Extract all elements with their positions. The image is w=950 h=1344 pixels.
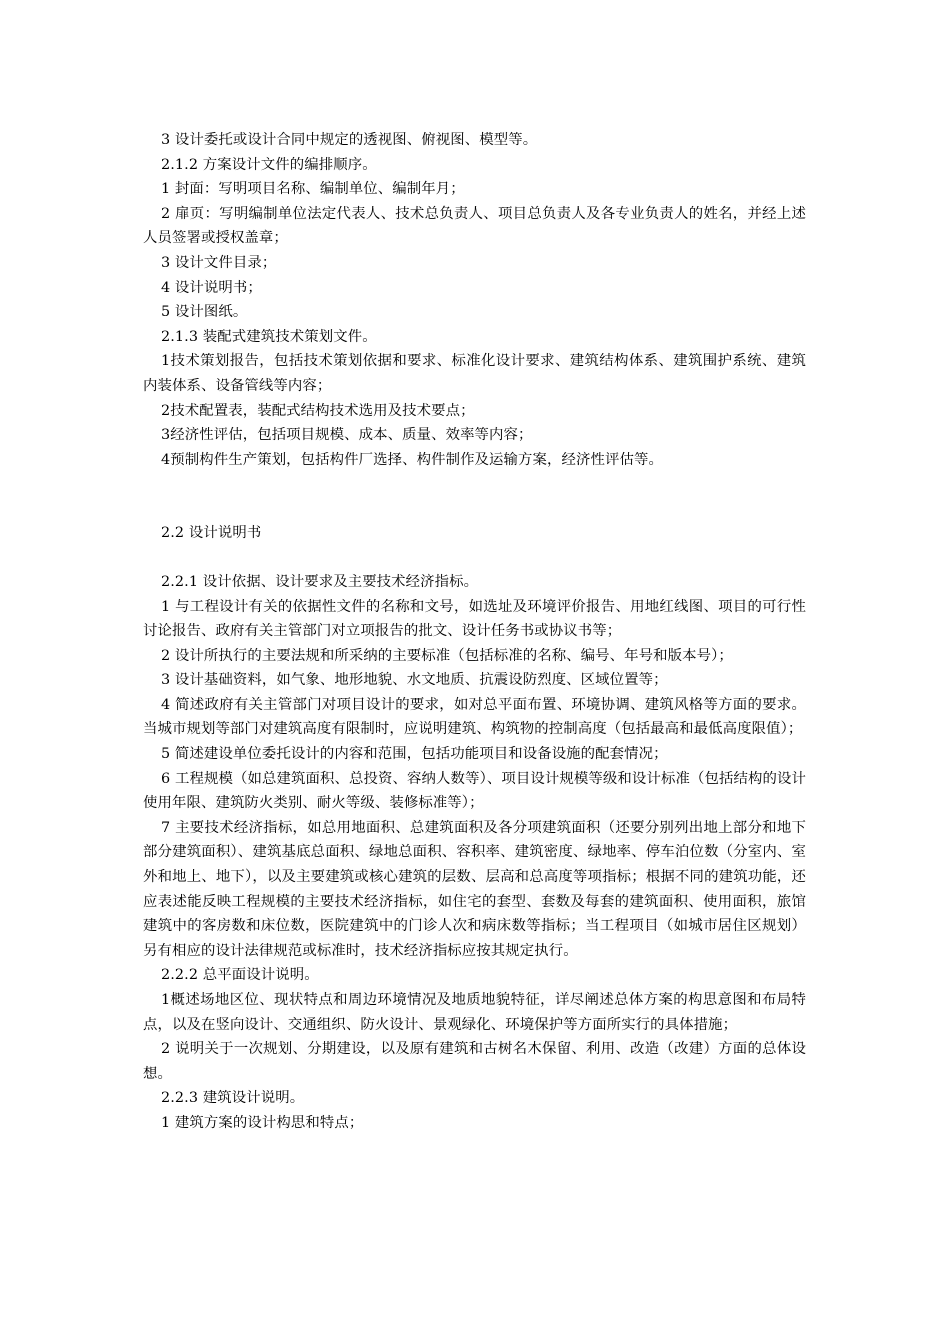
paragraph-basic-data: 3 设计基础资料，如气象、地形地貌、水文地质、抗震设防烈度、区域位置等； [161,672,668,689]
paragraph-basis-documents: 1 与工程设计有关的依据性文件的名称和文号，如选址及环境评价报告、用地红线图、项目的可行性讨论报告、政府有关主管部门对立项报告的批文、设计任务书或协议书等； [143,598,806,640]
paragraph-specification: 4 设计说明书； [161,279,262,296]
heading-2-2-1: 2.2.1 设计依据、设计要求及主要技术经济指标。 [161,573,479,590]
paragraph-tech-config: 2技术配置表，装配式结构技术选用及技术要点； [161,402,475,419]
paragraph-client-scope: 5 简述建设单位委托设计的内容和范围，包括功能项目和设备设施的配套情况； [161,746,668,763]
section-spacer [143,472,806,521]
paragraph-government-requirements: 4 简述政府有关主管部门对项目设计的要求，如对总平面布置、环境协调、建筑风格等方面的要求。当城市规划等部门对建筑高度有限制时，应说明建筑、构筑物的控制高度（包括最高和最低高度限值）； [143,696,806,738]
paragraph-contents: 3 设计文件目录； [161,254,277,271]
heading-2-2-2: 2.2.2 总平面设计说明。 [161,967,319,984]
paragraph-drawings: 5 设计图纸。 [161,304,248,321]
heading-2-2-3: 2.2.3 建筑设计说明。 [161,1090,305,1107]
paragraph-1-3-drawings: 3 设计委托或设计合同中规定的透视图、俯视图、模型等。 [161,132,538,148]
paragraph-phased-planning: 2 说明关于一次规划、分期建设，以及原有建筑和古树名木保留、利用、改造（改建）方面的总体设想。 [143,1041,806,1082]
paragraph-technical-indicators: 7 主要技术经济指标，如总用地面积、总建筑面积及各分项建筑面积（还要分别列出地上部分和地下部分建筑面积）、建筑基底总面积、绿地总面积、容积率、建筑密度、绿地率、停车泊位数（分室内、室外和地上、地下），以及主要建筑或核心建筑的层数、层高和总高度等项指标；根据不同的建筑功能，还应表述能反映工程规模的主要技术经济指标，如住宅的套型、套数及每套的建筑面积、使用面积，旅馆建筑中的客房数和床位数，医院建筑中的门诊人次和病床数等指标；当工程项目（如城市居住区规划）另有相应的设计法律规范或标准时，技术经济指标应按其规定执行。 [143,819,806,959]
paragraph-project-scale: 6 工程规模（如总建筑面积、总投资、容纳人数等）、项目设计规模等级和设计标准（包括结构的设计使用年限、建筑防火类别、耐火等级、装修标准等）； [143,770,806,812]
section-spacer [143,546,806,570]
document-body [143,128,806,1136]
heading-2-1-2: 2.1.2 方案设计文件的编排顺序。 [161,156,377,173]
paragraph-site-overview: 1概述场地区位、现状特点和周边环境情况及地质地貌特征，详尽阐述总体方案的构思意图和布局特点，以及在竖向设计、交通组织、防火设计、景观绿化、环境保护等方面所实行的具体措施； [143,992,806,1033]
paragraph-prefab-plan: 4预制构件生产策划，包括构件厂选择、构件制作及运输方案，经济性评估等。 [161,451,663,468]
paragraph-cover: 1 封面：写明项目名称、编制单位、编制年月； [161,181,465,198]
heading-2-1-3: 2.1.3 装配式建筑技术策划文件。 [161,328,377,345]
paragraph-tech-report: 1技术策划报告，包括技术策划依据和要求、标准化设计要求、建筑结构体系、建筑围护系统、建筑内装体系、设备管线等内容； [143,353,806,394]
paragraph-economic-eval: 3经济性评估，包括项目规模、成本、质量、效率等内容； [161,427,533,444]
paragraph-regulations: 2 设计所执行的主要法规和所采纳的主要标准（包括标准的名称、编号、年号和版本号）； [161,647,733,664]
paragraph-design-concept: 1 建筑方案的设计构思和特点； [161,1114,364,1131]
paragraph-title-page: 2 扉页：写明编制单位法定代表人、技术总负责人、项目总负责人及各专业负责人的姓名，并经上述人员签署或授权盖章； [143,205,806,247]
section-title-2-2: 2.2 设计说明书 [161,525,262,542]
